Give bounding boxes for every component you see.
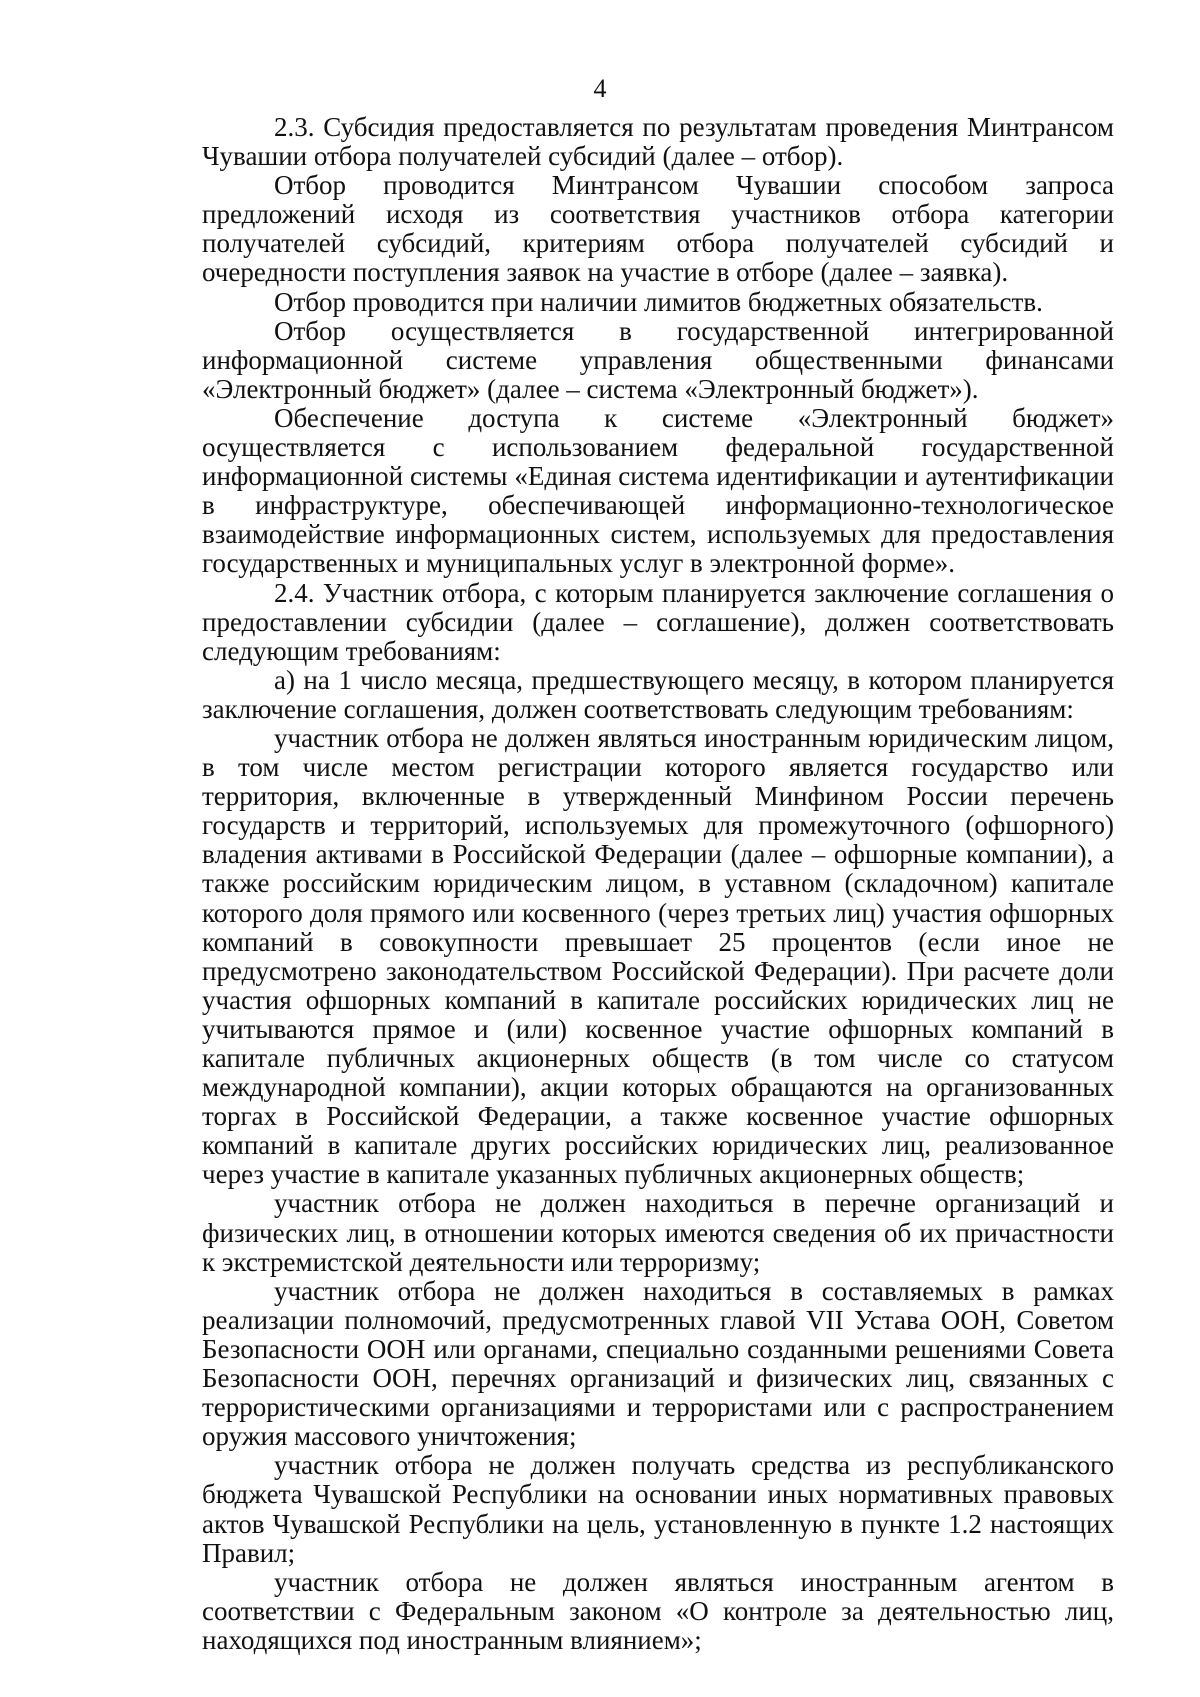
paragraph-2-3: 2.3. Субсидия предоставляется по результатам проведения Минтрансом Чувашии отбора получателей субсидий (далее – отбор).	[202, 112, 1114, 172]
paragraph-budget-limits: Отбор проводится при наличии лимитов бюджетных обязательств.	[274, 286, 1043, 317]
paragraph-un-sanctions-requirement: участник отбора не должен находиться в составляемых в рамках реализации полномочий, предусмотренных главой VII Устава ООН, Советом Безопасности ООН или органами, специально созданными решениями Совета Безопасности ООН, перечнях организаций и физических лиц, связанных с террористическими организациями и террористами или с распространением оружия массового уничтожения;	[202, 1275, 1114, 1452]
paragraph-foreign-agent-requirement: участник отбора не должен являться иностранным агентом в соответствии с Федеральным законом «О контроле за деятельностью лиц, находящихся под иностранным влиянием»;	[202, 1566, 1114, 1655]
paragraph-access-esia: Обеспечение доступа к системе «Электронный бюджет» осуществляется с использованием федеральной государственной информационной системы «Единая система идентификации и аутентификации в инфраструктуре, обеспечивающей информационно-технологическое взаимодействие информационных систем, используемых для предоставления государственных и муниципальных услуг в электронной форме».	[202, 402, 1114, 579]
document-body	[202, 113, 1114, 1655]
page-number: 4	[593, 74, 607, 103]
paragraph-electronic-budget: Отбор осуществляется в государственной интегрированной информационной системе управления общественными финансами «Электронный бюджет» (далее – система «Электронный бюджет»).	[202, 315, 1114, 404]
paragraph-item-a: а) на 1 число месяца, предшествующего месяцу, в котором планируется заключение соглашения, должен соответствовать следующим требованиям:	[202, 664, 1114, 724]
paragraph-budget-funds-requirement: участник отбора не должен получать средства из республиканского бюджета Чувашской Республики на основании иных нормативных правовых актов Чувашской Республики на цель, установленную в пункте 1.2 настоящих Правил;	[202, 1450, 1114, 1568]
paragraph-2-4: 2.4. Участник отбора, с которым планируется заключение соглашения о предоставлении субсидии (далее – соглашение), должен соответствовать следующим требованиям:	[202, 577, 1114, 666]
paragraph-offshore-requirement: участник отбора не должен являться иностранным юридическим лицом, в том числе местом регистрации которого является государство или территория, включенные в утвержденный Минфином России перечень государств и территорий, используемых для промежуточного (офшорного) владения активами в Российской Федерации (далее – офшорные компании), а также российским юридическим лицом, в уставном (складочном) капитале которого доля прямого или косвенного (через третьих лиц) участия офшорных компаний в совокупности превышает 25 процентов (если иное не предусмотрено законодательством Российской Федерации). При расчете доли участия офшорных компаний в капитале российских юридических лиц не учитываются прямое и (или) косвенное участие офшорных компаний в капитале публичных акционерных обществ (в том числе со статусом международной компании), акции которых обращаются на организованных торгах в Российской Федерации, а также косвенное участие офшорных компаний в капитале других российских юридических лиц, реализованное через участие в капитале указанных публичных акционерных обществ;	[202, 722, 1114, 1190]
paragraph-selection-method: Отбор проводится Минтрансом Чувашии способом запроса предложений исходя из соответствия участников отбора категории получателей субсидий, критериям отбора получателей субсидий и очередности поступления заявок на участие в отборе (далее – заявка).	[202, 170, 1114, 288]
paragraph-extremism-requirement: участник отбора не должен находиться в перечне организаций и физических лиц, в отношении которых имеются сведения об их причастности к экстремистской деятельности или терроризму;	[202, 1188, 1114, 1277]
